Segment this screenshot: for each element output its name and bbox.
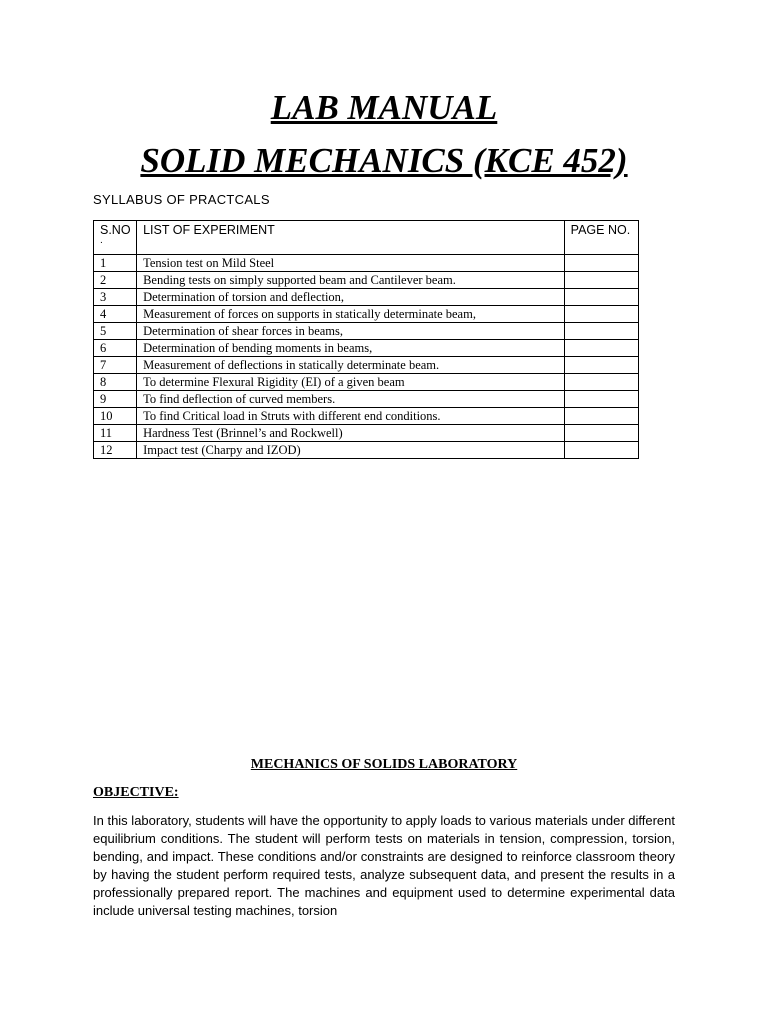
objective-paragraph: In this laboratory, students will have the opportunity to apply loads to various materials under different equilibrium conditions. The student will perform tests on materials in tension, compression, torsion, bending, and impact. These conditions and/or constraints are designed to reinforce classroom theory by having the student perform required tests, analyze subsequent data, and present the results in a professionally prepared report. The machines and equipment used to determine experimental data include universal testing machines, torsion (93, 813, 675, 918)
syllabus-heading: SYLLABUS OF PRACTCALS (93, 192, 270, 207)
cell-page (564, 357, 638, 374)
cell-sno: 5 (94, 323, 137, 340)
table-row (94, 391, 639, 408)
title-solid-mechanics: SOLID MECHANICS (KCE 452) (140, 141, 628, 180)
cell-sno: 6 (94, 340, 137, 357)
cell-sno: 2 (94, 272, 137, 289)
cell-experiment: To find deflection of curved members. (137, 391, 565, 408)
cell-sno: 9 (94, 391, 137, 408)
cell-sno: 10 (94, 408, 137, 425)
table-row (94, 272, 639, 289)
objective-label: OBJECTIVE: (93, 785, 179, 800)
cell-page (564, 272, 638, 289)
cell-page (564, 255, 638, 272)
cell-experiment: To determine Flexural Rigidity (EI) of a given beam (137, 374, 565, 391)
cell-experiment: Determination of torsion and deflection, (137, 289, 565, 306)
table-row (94, 408, 639, 425)
header-sno (94, 221, 137, 255)
header-sno-dot: . (100, 235, 103, 246)
header-experiment: LIST OF EXPERIMENT (137, 221, 565, 255)
cell-experiment: Measurement of deflections in statically determinate beam. (137, 357, 565, 374)
cell-experiment: Tension test on Mild Steel (137, 255, 565, 272)
lab-section-heading: MECHANICS OF SOLIDS LABORATORY (250, 757, 518, 772)
experiment-table (93, 220, 639, 459)
cell-experiment-text: Measurement of forces on supports in statically determinate beam, (143, 307, 476, 321)
cell-experiment: Determination of shear forces in beams, (137, 323, 565, 340)
header-page-no: PAGE NO. (564, 221, 638, 255)
cell-page (564, 408, 638, 425)
cell-sno: 4 (94, 306, 137, 323)
cell-experiment: Hardness Test (Brinnel’s and Rockwell) (137, 425, 565, 442)
cell-page (564, 374, 638, 391)
cell-experiment: Impact test (Charpy and IZOD) (137, 442, 565, 459)
table-row (94, 289, 639, 306)
cell-page (564, 323, 638, 340)
table-row (94, 323, 639, 340)
cell-page (564, 340, 638, 357)
cell-experiment (137, 306, 565, 323)
cell-page (564, 289, 638, 306)
cell-page (564, 306, 638, 323)
table-row (94, 442, 639, 459)
cell-experiment: Bending tests on simply supported beam and Cantilever beam. (137, 272, 565, 289)
table-row (94, 425, 639, 442)
cell-sno: 7 (94, 357, 137, 374)
table-row (94, 340, 639, 357)
cell-sno: 11 (94, 425, 137, 442)
cell-page (564, 425, 638, 442)
cell-sno: 8 (94, 374, 137, 391)
table-row (94, 374, 639, 391)
cell-page (564, 442, 638, 459)
cell-experiment: Determination of bending moments in beams, (137, 340, 565, 357)
header-sno-label: S.NO (100, 223, 131, 237)
cell-sno: 1 (94, 255, 137, 272)
table-row (94, 255, 639, 272)
cell-sno: 3 (94, 289, 137, 306)
table-row (94, 357, 639, 374)
table-header-row (94, 221, 639, 255)
title-lab-manual: LAB MANUAL (270, 88, 498, 127)
cell-page (564, 391, 638, 408)
cell-experiment: To find Critical load in Struts with different end conditions. (137, 408, 565, 425)
cell-sno: 12 (94, 442, 137, 459)
table-row (94, 306, 639, 323)
